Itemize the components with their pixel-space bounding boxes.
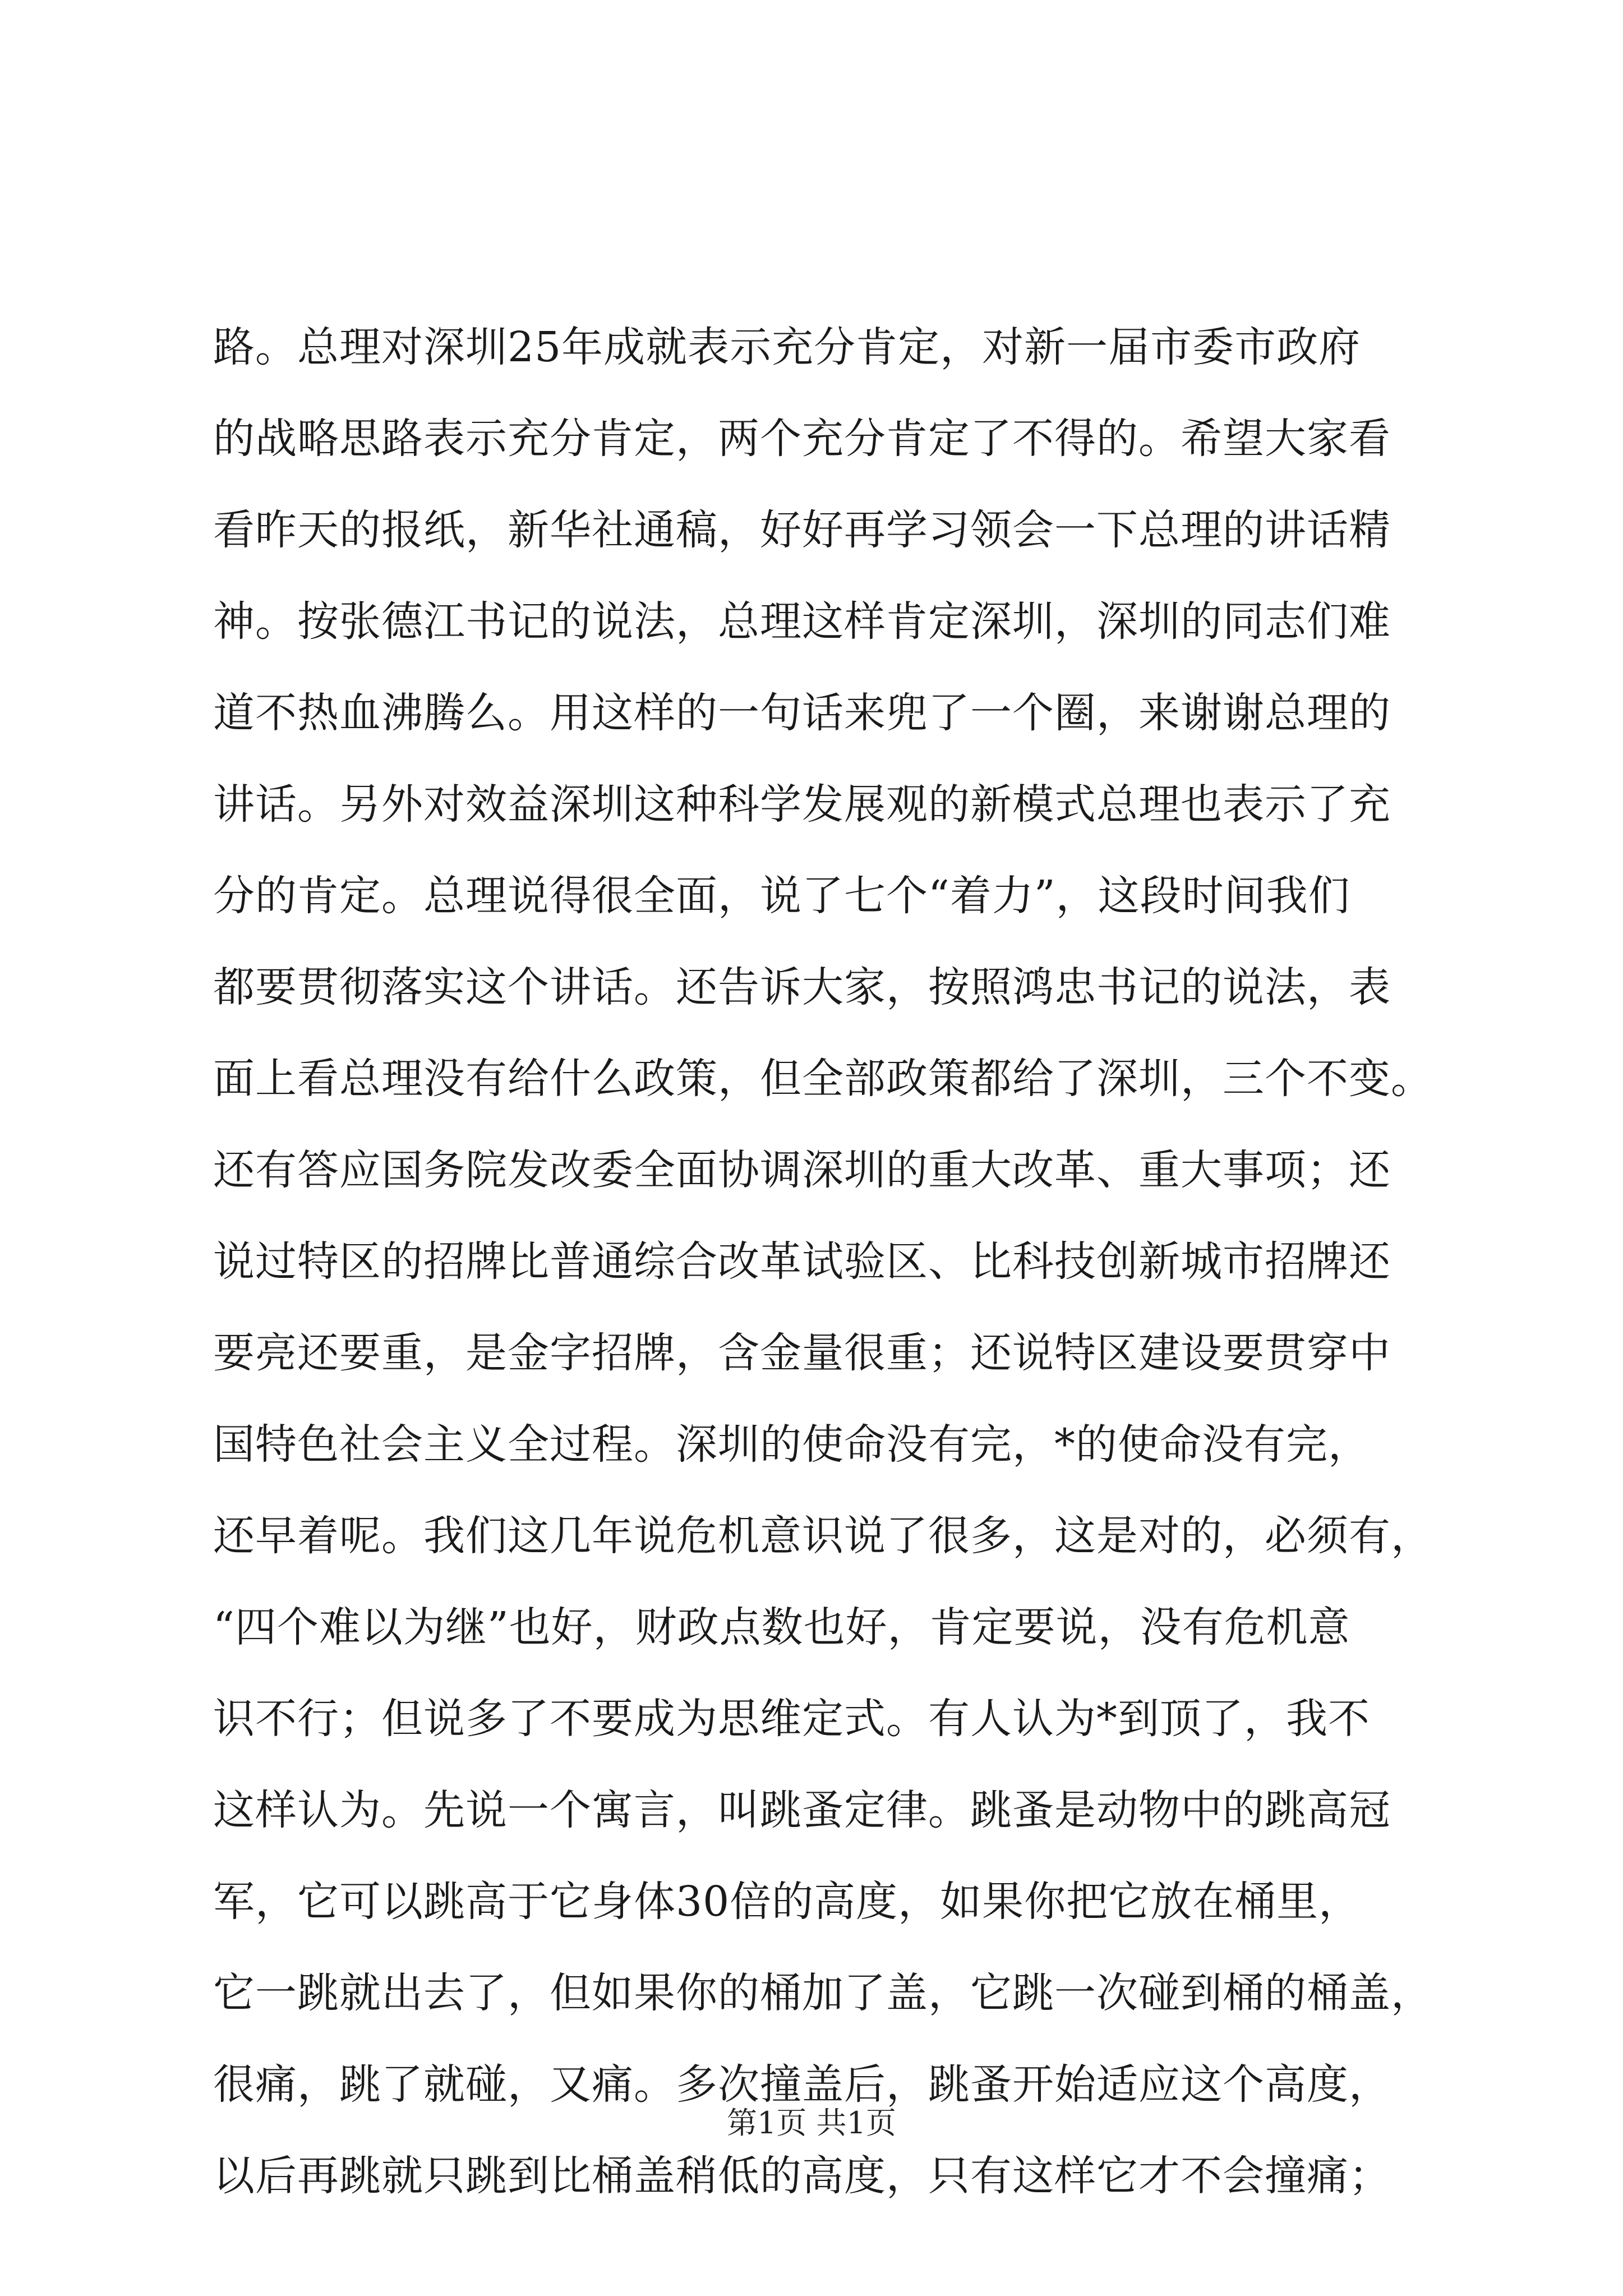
text-line: 还早着呢。我们这几年说危机意识说了很多，这是对的，必须有， — [213, 1512, 1433, 1560]
text-line: 分的肯定。总理说得很全面，说了七个“着力”，这段时间我们 — [213, 872, 1350, 920]
text-line: “四个难以为继”也好，财政点数也好，肯定要说，没有危机意 — [213, 1603, 1350, 1651]
text-line: 看昨天的报纸，新华社通稿，好好再学习领会一下总理的讲话精 — [213, 506, 1391, 554]
text-line: 神。按张德江书记的说法，总理这样肯定深圳，深圳的同志们难 — [213, 597, 1391, 646]
text-line: 它一跳就出去了，但如果你的桶加了盖，它跳一次碰到桶的桶盖， — [213, 1969, 1433, 2017]
text-line: 说过特区的招牌比普通综合改革试验区、比科技创新城市招牌还 — [213, 1237, 1391, 1286]
text-line: 面上看总理没有给什么政策，但全部政策都给了深圳，三个不变。 — [213, 1055, 1433, 1103]
text-line: 国特色社会主义全过程。深圳的使命没有完，*的使命没有完， — [213, 1420, 1370, 1469]
text-line: 军，它可以跳高于它身体30倍的高度，如果你把它放在桶里， — [213, 1878, 1361, 1926]
text-line: 很痛，跳了就碰，又痛。多次撞盖后，跳蚤开始适应这个高度， — [213, 2060, 1391, 2109]
text-line: 都要贯彻落实这个讲话。还告诉大家，按照鸿忠书记的说法，表 — [213, 963, 1391, 1011]
text-line: 这样认为。先说一个寓言，叫跳蚤定律。跳蚤是动物中的跳高冠 — [213, 1786, 1391, 1834]
text-line: 识不行；但说多了不要成为思维定式。有人认为*到顶了，我不 — [213, 1695, 1370, 1743]
text-line: 以后再跳就只跳到比桶盖稍低的高度，只有这样它才不会撞痛； — [213, 2152, 1391, 2200]
text-line: 要亮还要重，是金字招牌，含金量很重；还说特区建设要贯穿中 — [213, 1329, 1391, 1377]
text-line: 道不热血沸腾么。用这样的一句话来兜了一个圈，来谢谢总理的 — [213, 689, 1391, 737]
text-line: 路。总理对深圳25年成就表示充分肯定，对新一届市委市政府 — [213, 323, 1361, 371]
body-text — [213, 302, 1436, 2222]
page-footer: 第1页 共1页 — [727, 2105, 896, 2141]
text-line: 的战略思路表示充分肯定，两个充分肯定了不得的。希望大家看 — [213, 415, 1391, 463]
text-line: 还有答应国务院发改委全面协调深圳的重大改革、重大事项；还 — [213, 1146, 1391, 1194]
text-line: 讲话。另外对效益深圳这种科学发展观的新模式总理也表示了充 — [213, 780, 1391, 829]
